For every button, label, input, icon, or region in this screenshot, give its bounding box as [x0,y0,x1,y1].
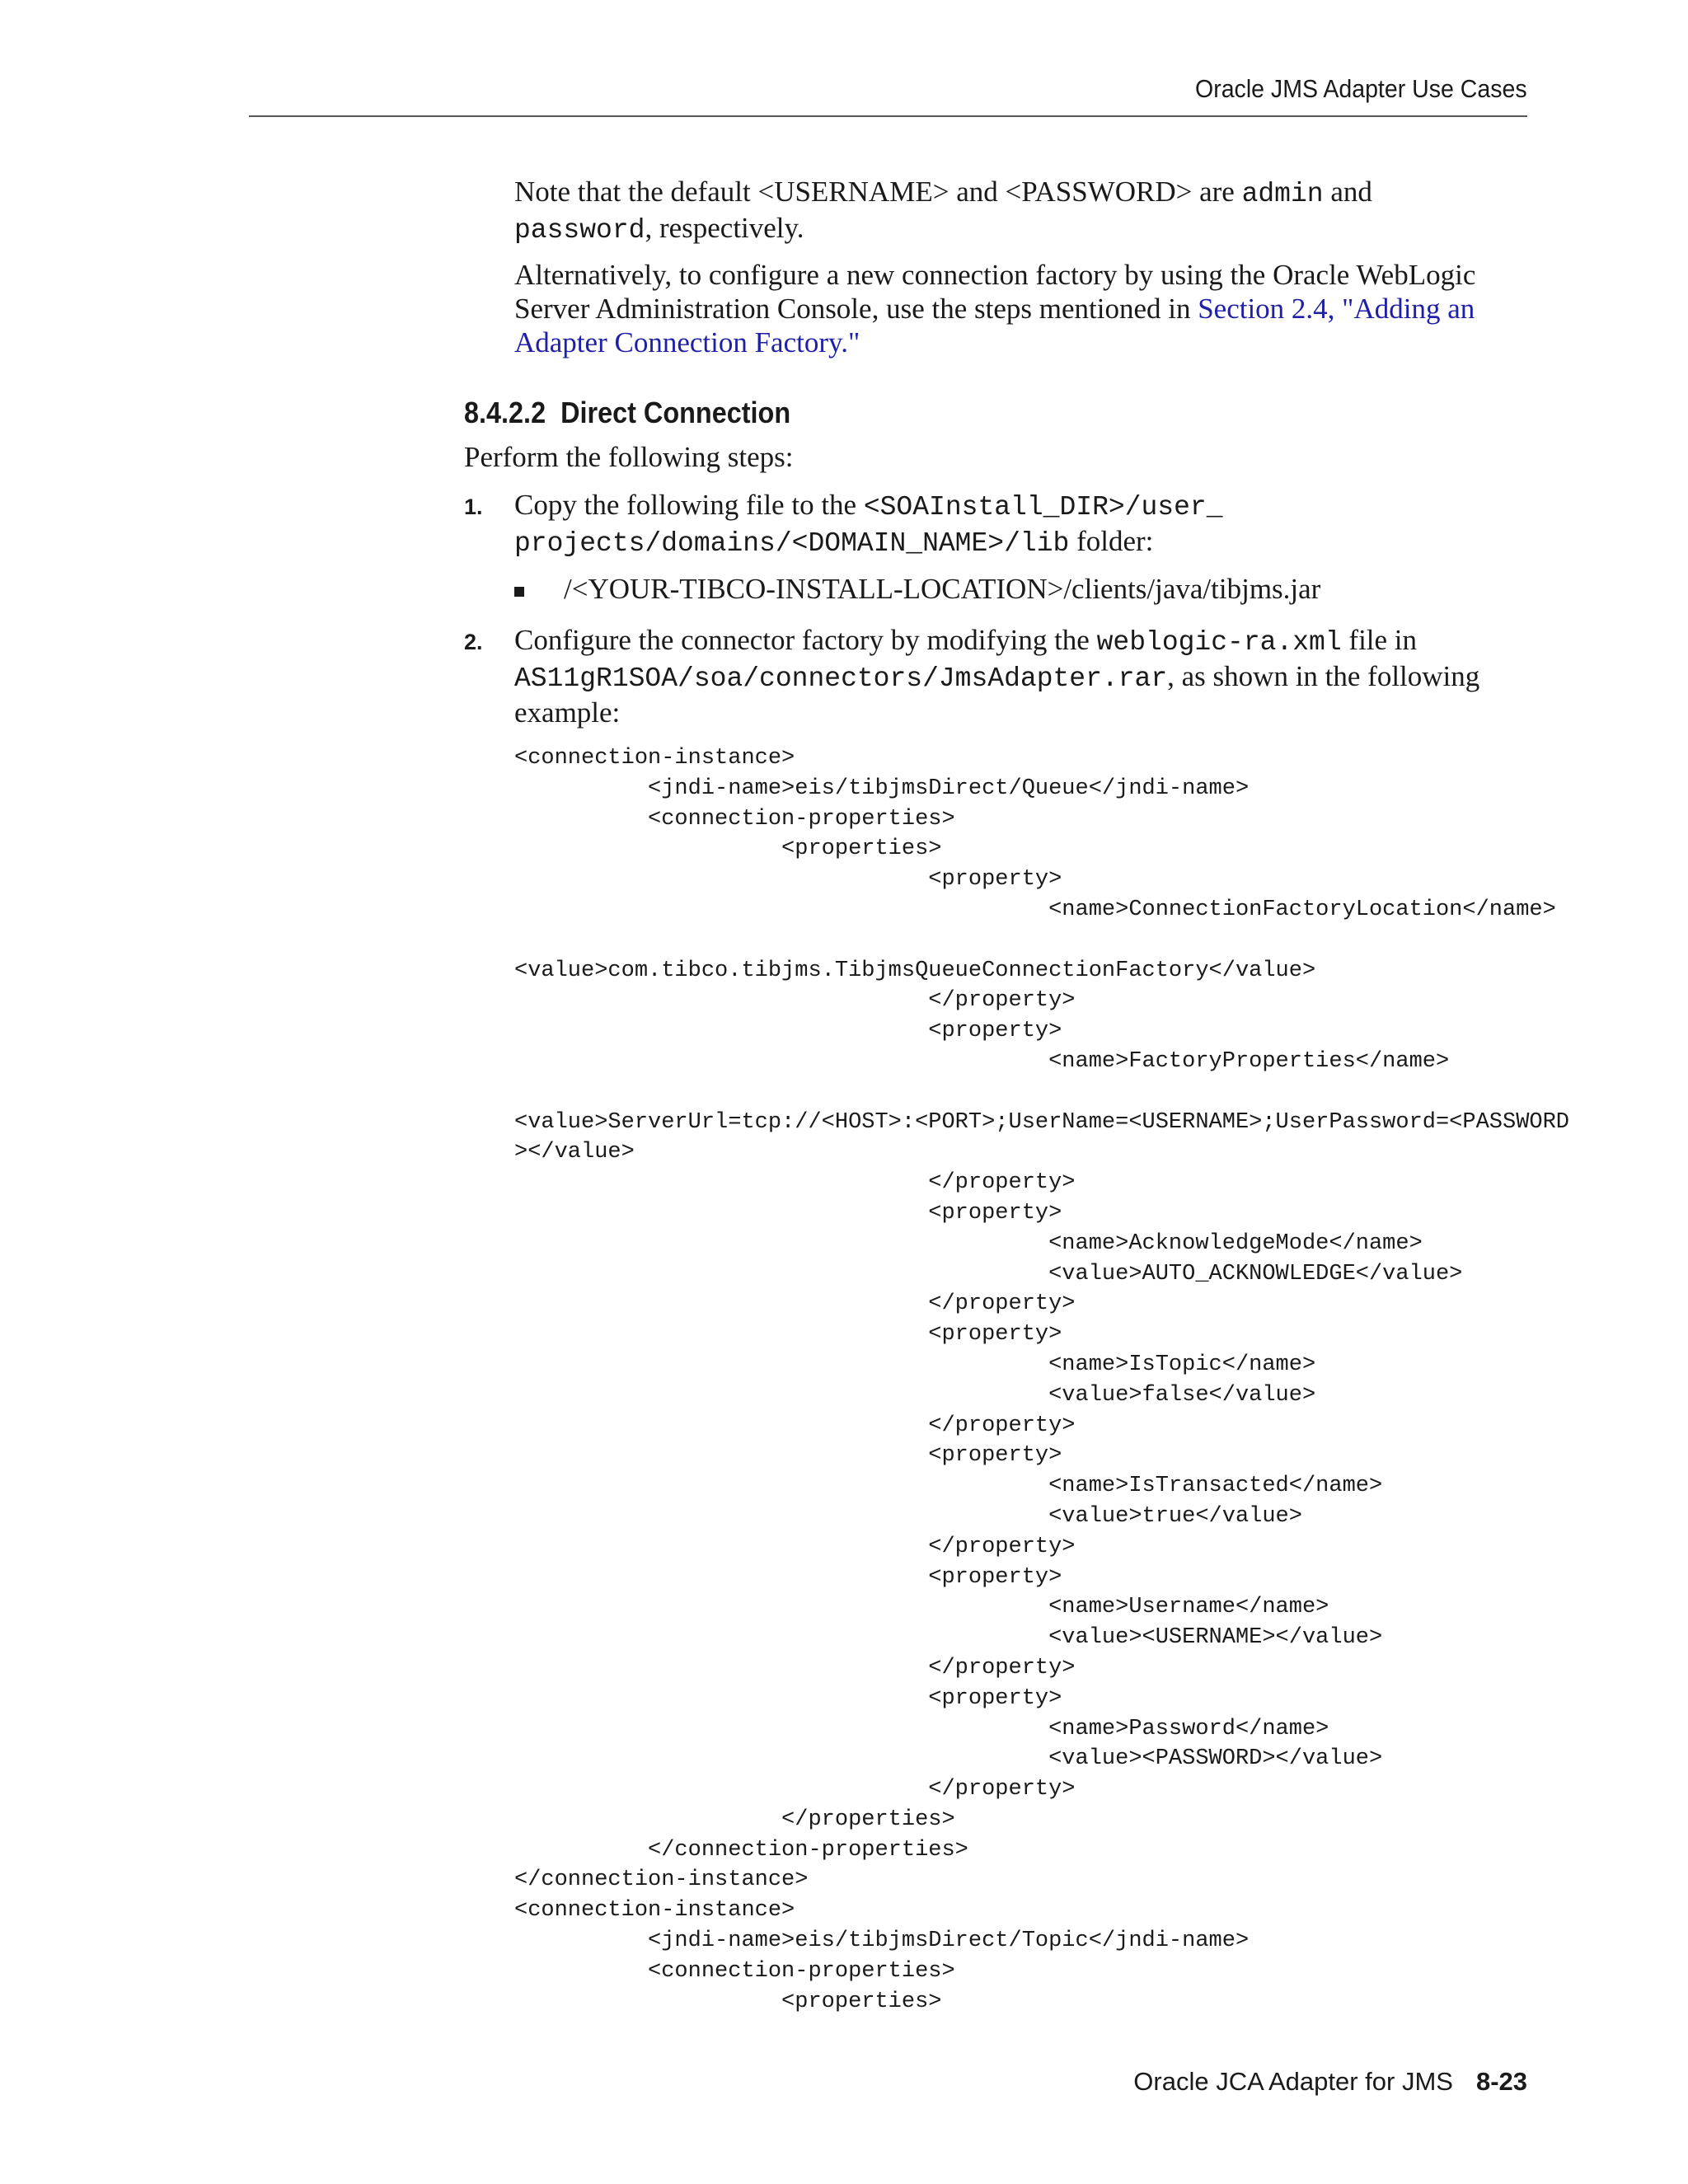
step-1-code-1: <SOAInstall_DIR>/user_ [863,492,1223,523]
step-1-line-2 [514,524,1528,560]
section-title: Direct Connection [560,396,791,429]
note-text-3: , respectively. [645,212,804,244]
page-footer [1133,2067,1527,2097]
bullet-item-jar-path: /<YOUR-TIBCO-INSTALL-LOCATION>/clients/java/tibjms.jar [564,573,1321,605]
step-2-text-2: file in [1341,624,1418,656]
step-1-number: 1. [464,494,483,519]
step-2-line-2 [514,659,1528,696]
section-intro: Perform the following steps: [464,441,794,473]
step-2-line-1 [514,623,1528,659]
note-code-admin: admin [1241,179,1324,209]
section-link-part-1[interactable]: Section 2.4, "Adding an [1198,293,1475,325]
section-link-part-2[interactable]: Adapter Connection Factory." [514,326,860,359]
alt-line-2 [514,292,1528,326]
header-rule [249,115,1527,117]
section-number: 8.4.2.2 [464,396,546,429]
step-2-line-3: example: [514,696,621,729]
note-line-2 [514,211,1528,247]
step-2-text [514,623,1528,729]
note-line-1 [514,175,1528,211]
step-1-text-2: folder: [1069,525,1154,557]
step-2-text-3: , as shown in the following [1167,660,1480,692]
note-code-password: password [514,215,645,246]
step-2-number: 2. [464,630,483,654]
note-text-2: and [1323,176,1372,208]
alt-line-1: Alternatively, to configure a new connection factory by using the Oracle WebLogic [514,259,1476,291]
step-1-code-2: projects/domains/<DOMAIN_NAME>/lib [514,528,1070,559]
alternative-paragraph [514,258,1528,359]
step-1-line-1 [514,488,1528,524]
step-2-code-2: AS11gR1SOA/soa/connectors/JmsAdapter.rar [514,663,1168,694]
code-block-weblogic-ra: <connection-instance> <jndi-name>eis/tibjmsDirect/Queue</jndi-name> <connection-properties> <properties> <property> <name>ConnectionFactoryLocation</name> <value>com.tibco.tibjms.TibjmsQueueConnectionFactory</value> </property> <property> <name>FactoryProperties</name> <value>ServerUrl=tcp://<HOST>:<PORT>;UserName=<USERNAME>;UserPassword=<PASSWORD ></value> </property> <property> <name>AcknowledgeMode</name> <value>AUTO_ACKNOWLEDGE</value> </property> <property> <name>IsTopic</name> <value>false</value> </property> <property> <name>IsTransacted</name> <value>true</value> </property> <property> <name>Username</name> <value><USERNAME></value> </property> <property> <name>Password</name> <value><PASSWORD></value> </property> </properties> </connection-properties> </connection-instance> <connection-instance> <jndi-name>eis/tibjmsDirect/Topic</jndi-name> <connection-properties> <properties> [514,746,1570,2014]
step-1-text-1: Copy the following file to the [514,489,864,521]
alt-line-3 [514,326,1528,359]
step-2-text-1: Configure the connector factory by modifying the [514,624,1097,656]
note-text-1: Note that the default <USERNAME> and <PASSWORD> are [514,176,1242,208]
step-2-code-1: weblogic-ra.xml [1096,627,1342,658]
footer-title: Oracle JCA Adapter for JMS [1133,2067,1453,2096]
alt-text: Server Administration Console, use the steps mentioned in [514,293,1198,325]
page-number: 8-23 [1475,2067,1527,2096]
running-header: Oracle JMS Adapter Use Cases [1195,74,1527,103]
bullet-marker [514,587,524,597]
section-heading [464,396,790,430]
note-paragraph [514,175,1528,247]
step-1-text [514,488,1528,560]
